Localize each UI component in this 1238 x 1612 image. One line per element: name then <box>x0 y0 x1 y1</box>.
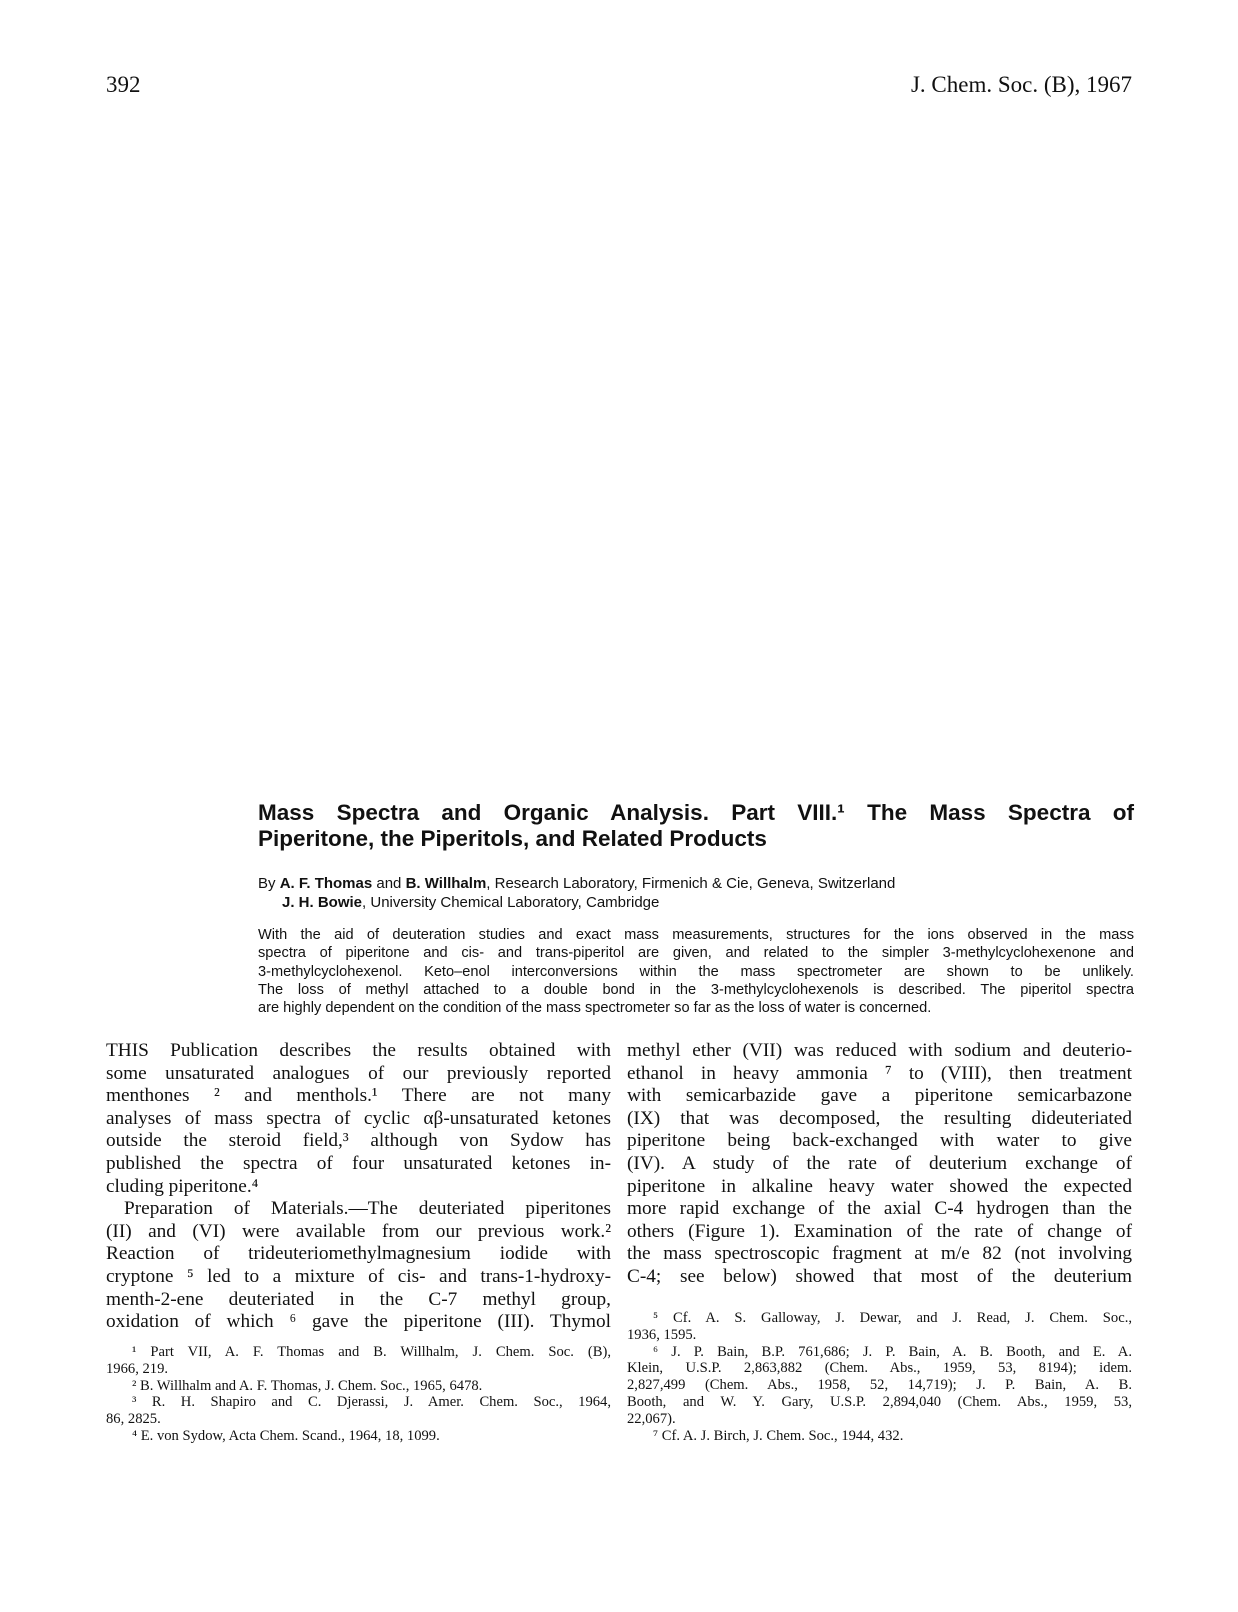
abstract-line: The loss of methyl attached to a double bond in the 3-methylcyclohexenols is described. The piperitol spectra <box>258 981 1134 998</box>
body-line: some unsaturated analogues of our previously reported <box>106 1062 611 1084</box>
footnote-line: ³ R. H. Shapiro and C. Djerassi, J. Amer. Chem. Soc., 1964, <box>132 1394 611 1411</box>
article-title <box>258 800 1134 852</box>
body-line: piperitone in alkaline heavy water showed the expected <box>627 1175 1132 1197</box>
affiliation: , Research Laboratory, Firmenich & Cie, Geneva, Switzerland <box>486 875 896 892</box>
body-line: ethanol in heavy ammonia ⁷ to (VIII), then treatment <box>627 1062 1132 1084</box>
footnote-line: Klein, U.S.P. 2,863,882 (Chem. Abs., 1959, 53, 8194); idem. <box>627 1360 1132 1377</box>
body-line: Reaction of trideuteriomethylmagnesium iodide with <box>106 1243 611 1265</box>
body-line: with semicarbazide gave a piperitone semicarbazone <box>627 1085 1132 1107</box>
footnote-line: ⁴ E. von Sydow, Acta Chem. Scand., 1964, 18, 1099. <box>132 1427 440 1444</box>
body-column-left <box>106 1040 611 1334</box>
affiliation: , University Chemical Laboratory, Cambridge <box>362 894 660 911</box>
body-line: menth-2-ene deuteriated in the C-7 methyl group, <box>106 1288 611 1310</box>
abstract <box>258 926 1134 1017</box>
byline-line <box>258 893 895 912</box>
footnote-line: 2,827,499 (Chem. Abs., 1958, 52, 14,719); J. P. Bain, A. B. <box>627 1377 1132 1394</box>
body-line: outside the steroid field,³ although von Sydow has <box>106 1130 611 1152</box>
byline-by: By <box>258 875 280 892</box>
body-line: piperitone being back-exchanged with water to give <box>627 1130 1132 1152</box>
byline-line <box>258 874 895 893</box>
body-line: C-4; see below) showed that most of the deuterium <box>627 1265 1132 1287</box>
body-line: menthones ² and menthols.¹ There are not many <box>106 1085 611 1107</box>
footnote-line: ¹ Part VII, A. F. Thomas and B. Willhalm, J. Chem. Soc. (B), <box>132 1344 611 1360</box>
footnote-line: Booth, and W. Y. Gary, U.S.P. 2,894,040 (Chem. Abs., 1959, 53, <box>627 1393 1132 1410</box>
abstract-line: are highly dependent on the condition of the mass spectrometer so far as the loss of water is concerned. <box>258 1000 932 1017</box>
footnote-line: 1936, 1595. <box>627 1326 697 1343</box>
footnote-line: ² B. Willhalm and A. F. Thomas, J. Chem. Soc., 1965, 6478. <box>132 1377 483 1394</box>
byline <box>258 874 895 912</box>
footnote-line: ⁷ Cf. A. J. Birch, J. Chem. Soc., 1944, 432. <box>653 1427 904 1444</box>
body-line: published the spectra of four unsaturated ketones in- <box>106 1152 611 1174</box>
body-line: THIS Publication describes the results obtained with <box>106 1040 611 1061</box>
body-line: (II) and (VI) were available from our previous work.² <box>106 1220 611 1242</box>
body-line: cryptone ⁵ led to a mixture of cis- and trans-1-hydroxy- <box>106 1265 611 1287</box>
body-line: Preparation of Materials.—The deuteriated piperitones <box>124 1198 611 1220</box>
footnote-line: ⁶ J. P. Bain, B.P. 761,686; J. P. Bain, A. B. Booth, and E. A. <box>653 1343 1132 1360</box>
byline-and: and <box>372 875 406 892</box>
footnote-line: 86, 2825. <box>106 1411 161 1428</box>
body-line: the mass spectroscopic fragment at m/e 82 (not involving <box>627 1243 1132 1265</box>
footnote-line: 1966, 219. <box>106 1360 169 1377</box>
title-line: Piperitone, the Piperitols, and Related Products <box>258 826 767 851</box>
footnotes-right <box>627 1310 1132 1444</box>
journal-reference: J. Chem. Soc. (B), 1967 <box>910 72 1132 97</box>
footnote-line: 22,067). <box>627 1410 676 1427</box>
body-line: cluding piperitone.⁴ <box>106 1175 259 1197</box>
body-line: (IV). A study of the rate of deuterium exchange of <box>627 1152 1132 1174</box>
abstract-line: spectra of piperitone and cis- and trans-piperitol are given, and related to the simpler 3-methylcyclohexenone and <box>258 945 1134 962</box>
page-number: 392 <box>106 72 141 97</box>
body-line: others (Figure 1). Examination of the rate of change of <box>627 1220 1132 1242</box>
title-line: Mass Spectra and Organic Analysis. Part VIII.¹ The Mass Spectra of <box>258 800 1134 825</box>
author-name: A. F. Thomas <box>279 875 373 892</box>
body-line: (IX) that was decomposed, the resulting dideuteriated <box>627 1107 1132 1129</box>
author-name: J. H. Bowie <box>282 894 363 911</box>
body-column-right <box>627 1040 1132 1289</box>
body-line: methyl ether (VII) was reduced with sodium and deuterio- <box>627 1040 1132 1061</box>
body-line: more rapid exchange of the axial C-4 hydrogen than the <box>627 1198 1132 1220</box>
abstract-line: With the aid of deuteration studies and exact mass measurements, structures for the ions observed in the mass <box>258 927 1134 943</box>
body-line: oxidation of which ⁶ gave the piperitone (III). Thymol <box>106 1311 611 1333</box>
footnotes-left <box>106 1344 611 1445</box>
body-line: analyses of mass spectra of cyclic αβ-unsaturated ketones <box>106 1107 611 1129</box>
footnote-line: ⁵ Cf. A. S. Galloway, J. Dewar, and J. Read, J. Chem. Soc., <box>653 1310 1132 1326</box>
author-name: B. Willhalm <box>405 875 487 892</box>
abstract-line: 3-methylcyclohexenol. Keto–enol interconversions within the mass spectrometer are shown to be unlikely. <box>258 963 1134 980</box>
